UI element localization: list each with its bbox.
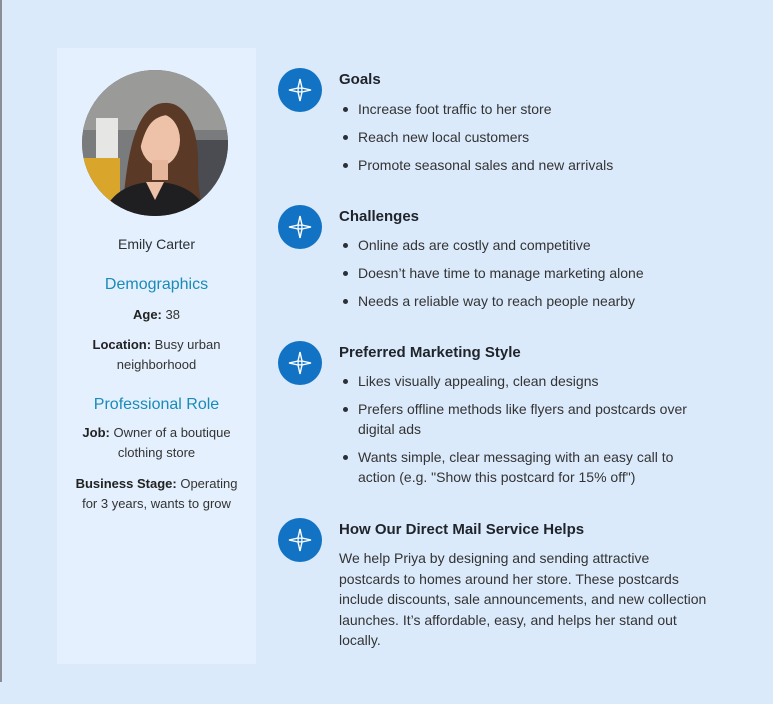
marketing-style-title: Preferred Marketing Style [339, 344, 521, 361]
left-border [0, 0, 2, 682]
marketing-style-list [339, 371, 709, 495]
persona-photo [82, 70, 228, 216]
age-value: 38 [165, 307, 180, 322]
list-item: Prefers offline methods like flyers and postcards over digital ads [339, 399, 709, 439]
list-item: Likes visually appealing, clean designs [339, 371, 709, 391]
list-item: Reach new local customers [339, 127, 709, 147]
list-item: Online ads are costly and competitive [339, 235, 709, 255]
challenges-section [278, 205, 748, 325]
goals-title: Goals [339, 71, 381, 88]
sparkle-icon [278, 205, 322, 249]
job-value: Owner of a boutique clothing store [113, 425, 231, 460]
service-helps-title: How Our Direct Mail Service Helps [339, 521, 585, 538]
business-stage-label: Business Stage: [75, 476, 177, 491]
list-item: Increase foot traffic to her store [339, 99, 709, 119]
persona-avatar [82, 70, 228, 216]
goals-list [339, 99, 709, 183]
list-item: Promote seasonal sales and new arrivals [339, 155, 709, 175]
location-label: Location: [92, 337, 152, 352]
age-line [67, 305, 246, 325]
persona-name: Emily Carter [117, 236, 195, 252]
professional-role-heading: Professional Role [93, 396, 220, 413]
sparkle-icon [278, 341, 322, 385]
challenges-list [339, 235, 709, 319]
challenges-title: Challenges [339, 208, 420, 225]
goals-section [278, 68, 748, 188]
job-label: Job: [82, 425, 110, 440]
location-value: Busy urban neighborhood [116, 337, 221, 372]
demographics-heading: Demographics [104, 276, 209, 293]
business-stage-line [69, 474, 244, 514]
service-helps-paragraph: We help Priya by designing and sending attractive postcards to homes around her store. These postcards include discounts, sale announcements, and new collection launches. It’s affordable, easy, and helps her stand out locally. [339, 550, 707, 648]
service-helps-section [278, 518, 748, 658]
list-item: Wants simple, clear messaging with an easy call to action (e.g. "Show this postcard for 15% off") [339, 447, 709, 487]
persona-card [57, 48, 256, 664]
sparkle-icon [278, 68, 322, 112]
list-item: Doesn’t have time to manage marketing alone [339, 263, 709, 283]
location-line [77, 335, 236, 375]
list-item: Needs a reliable way to reach people nearby [339, 291, 709, 311]
sparkle-icon [278, 518, 322, 562]
job-line [71, 423, 242, 463]
age-label: Age: [133, 307, 162, 322]
business-stage-value: Operating for 3 years, wants to grow [82, 476, 238, 511]
marketing-style-section [278, 341, 748, 501]
